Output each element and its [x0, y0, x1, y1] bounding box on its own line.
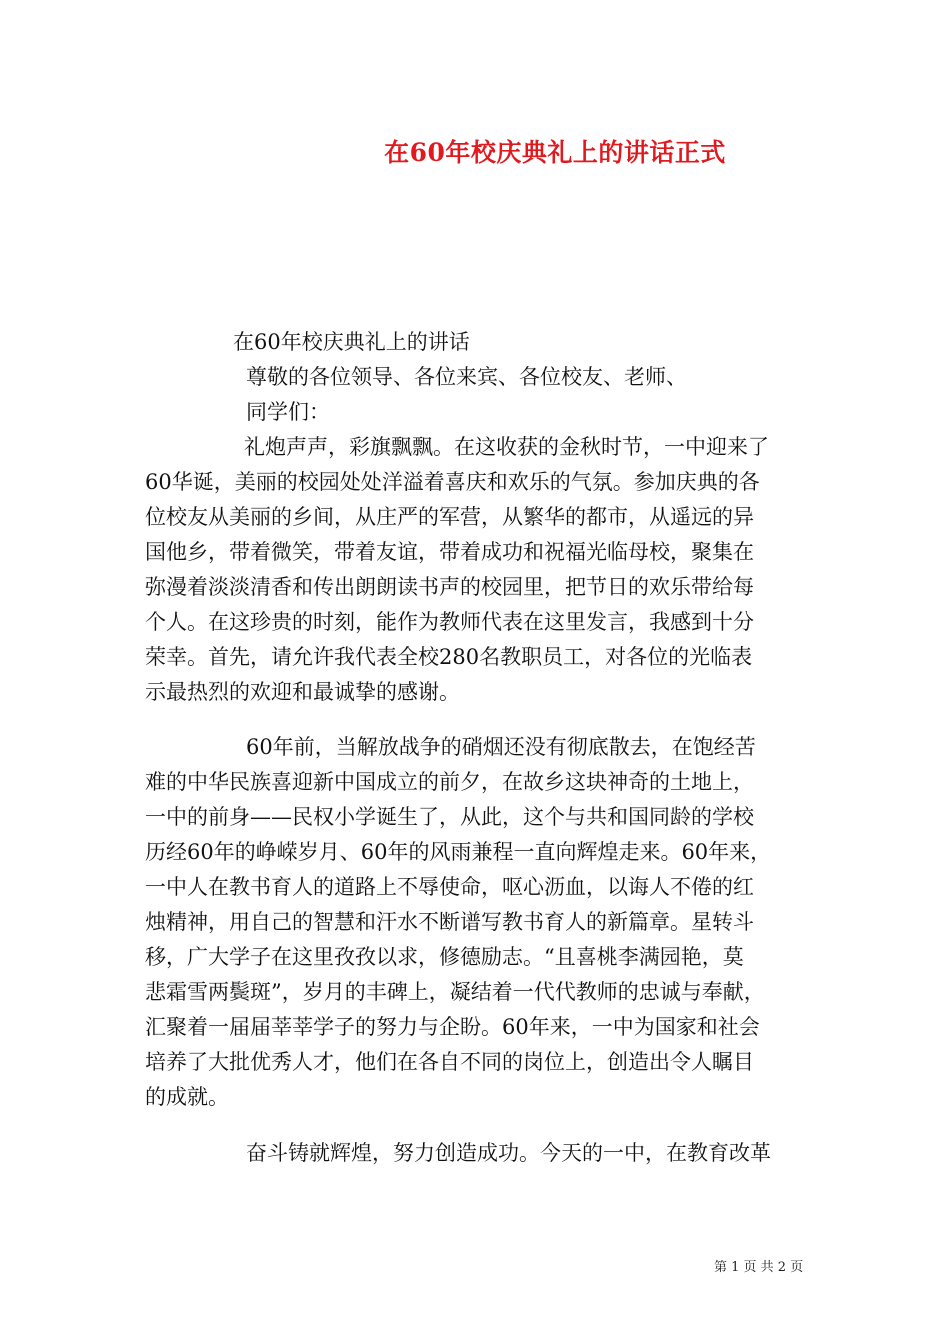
paragraph-2-line: 历经60年的峥嵘岁月、60年的风雨兼程一直向辉煌走来。60年来， — [145, 840, 772, 864]
document-title: 在60年校庆典礼上的讲话正式 — [384, 138, 726, 167]
salutation-line-2: 同学们： — [246, 400, 330, 424]
paragraph-2-line: 移，广大学子在这里孜孜以求，修德励志。“且喜桃李满园艳，莫 — [145, 945, 744, 969]
paragraph-3-line: 奋斗铸就辉煌，努力创造成功。今天的一中，在教育改革 — [246, 1141, 771, 1165]
paragraph-2-line: 难的中华民族喜迎新中国成立的前夕，在故乡这块神奇的土地上， — [145, 770, 754, 794]
paragraph-2-line: 烛精神，用自己的智慧和汗水不断谱写教书育人的新篇章。星转斗 — [145, 910, 754, 934]
paragraph-2-line: 的成就。 — [145, 1085, 229, 1109]
salutation-line-1: 尊敬的各位领导、各位来宾、各位校友、老师、 — [246, 365, 687, 389]
paragraph-2-line: 一中的前身——民权小学诞生了，从此，这个与共和国同龄的学校 — [145, 805, 754, 829]
paragraph-2-line: 60年前，当解放战争的硝烟还没有彻底散去，在饱经苦 — [246, 735, 756, 759]
paragraph-2-line: 汇聚着一届届莘莘学子的努力与企盼。60年来，一中为国家和社会 — [145, 1015, 760, 1039]
paragraph-1-line: 国他乡，带着微笑，带着友谊，带着成功和祝福光临母校，聚集在 — [145, 540, 754, 564]
paragraph-2-line: 一中人在教书育人的道路上不辱使命，呕心沥血，以诲人不倦的红 — [145, 875, 754, 899]
paragraph-2-line: 悲霜雪两鬓斑”，岁月的丰碑上，凝结着一代代教师的忠诚与奉献， — [145, 980, 765, 1004]
paragraph-1-line: 60华诞，美丽的校园处处洋溢着喜庆和欢乐的气氛。参加庆典的各 — [145, 470, 760, 494]
paragraph-2-line: 培养了大批优秀人才，他们在各自不同的岗位上，创造出令人瞩目 — [145, 1050, 754, 1074]
paragraph-1-line: 弥漫着淡淡清香和传出朗朗读书声的校园里，把节日的欢乐带给每 — [145, 575, 754, 599]
paragraph-1-line: 位校友从美丽的乡间，从庄严的军营，从繁华的都市，从遥远的异 — [145, 505, 754, 529]
paragraph-1-line: 荣幸。首先，请允许我代表全校280名教职员工，对各位的光临表 — [145, 645, 753, 669]
paragraph-1-line: 个人。在这珍贵的时刻，能作为教师代表在这里发言，我感到十分 — [145, 610, 754, 634]
speech-subtitle: 在60年校庆典礼上的讲话 — [233, 330, 470, 354]
paragraph-1-line: 礼炮声声，彩旗飘飘。在这收获的金秋时节，一中迎来了 — [244, 435, 769, 459]
page-number: 第 1 页 共 2 页 — [714, 1260, 804, 1275]
paragraph-1-line: 示最热烈的欢迎和最诚挚的感谢。 — [145, 680, 460, 704]
